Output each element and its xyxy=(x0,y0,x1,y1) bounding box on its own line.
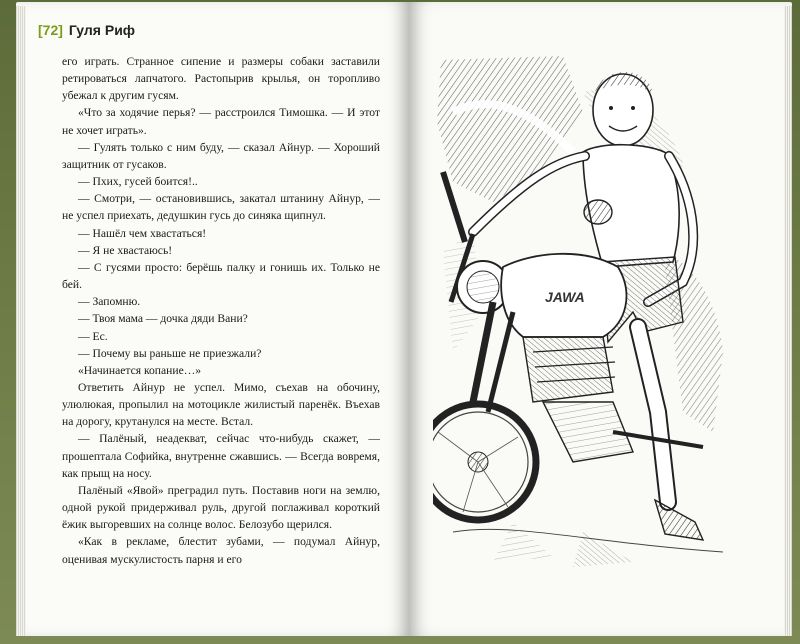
paragraph: его играть. Странное сипение и размеры собаки заставили ретироваться лапчатого. Растопырив крылья, он торопливо убежал к другим гусям. xyxy=(62,55,380,103)
paragraph: — Нашёл чем хвастаться! xyxy=(78,226,207,240)
paragraph: — Почему вы раньше не приезжали? xyxy=(78,346,262,360)
paragraph: «Как в рекламе, блестит зубами, — подумал Айнур, оценивая мускулистость парня и его xyxy=(62,535,380,566)
page-edge-right xyxy=(784,6,792,636)
paragraph: — Пхих, гусей боится!.. xyxy=(78,175,198,189)
running-header xyxy=(38,22,135,38)
paragraph: — Палёный, неадекват, сейчас что-нибудь скажет, — прошептала Софийка, внутренне сжавшись. — Всегда вовремя, как прыщ на носу. xyxy=(62,432,380,480)
paragraph: — Ес. xyxy=(78,329,108,343)
paragraph: — Смотри, — остановившись, закатал штанину Айнур, — не успел приехать, дедушкин гусь до синяка щипнул. xyxy=(62,192,380,223)
author-name: Гуля Риф xyxy=(68,22,136,38)
body-text xyxy=(62,53,380,568)
motorcycle-illustration xyxy=(433,52,731,580)
paragraph: — Запомню. xyxy=(78,295,141,309)
paragraph: Ответить Айнур не успел. Мимо, съехав на обочину, улюлюкая, пропылил на мотоцикле жилистый паренёк. Въехав на дорогу, крутанулся на месте. Встал. xyxy=(62,380,380,429)
page-number: [72] xyxy=(38,22,63,38)
paragraph: — Твоя мама — дочка дяди Вани? xyxy=(78,312,248,326)
paragraph: — Я не хвастаюсь! xyxy=(78,243,173,257)
paragraph: «Что за ходячие перья? — расстроился Тимошка. — И этот не хочет играть». xyxy=(62,106,380,137)
paragraph: Палёный «Явой» преградил путь. Поставив ноги на землю, одной рукой придерживал руль, другой поглаживал короткий ёжик выгоревших на солнце волос. Белозубо щерился. xyxy=(62,483,380,532)
paragraph: — Гулять только с ним буду, — сказал Айнур. — Хороший защитник от гусаков. xyxy=(62,140,380,171)
paragraph: «Начинается копание…» xyxy=(78,363,202,377)
tank-label: JAWA xyxy=(545,289,585,305)
page-edge-left xyxy=(16,6,26,636)
paragraph: — С гусями просто: берёшь палку и гонишь их. Только не бей. xyxy=(62,260,380,292)
